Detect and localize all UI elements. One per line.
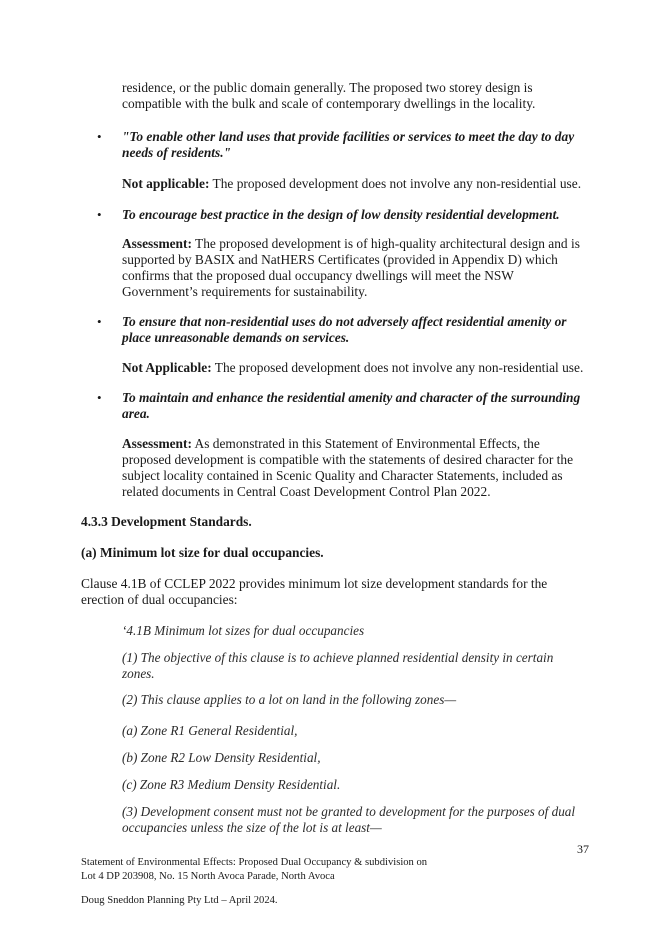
section-heading: 4.3.3 Development Standards. bbox=[81, 514, 252, 529]
response-line: confirms that the proposed dual occupancy dwellings will meet the NSW bbox=[122, 268, 514, 283]
response-lead: Not applicable: bbox=[122, 176, 210, 191]
quote-zone-b: (b) Zone R2 Low Density Residential, bbox=[122, 750, 321, 765]
clause-intro-line: erection of dual occupancies: bbox=[81, 592, 238, 607]
intro-line: residence, or the public domain generally. The proposed two storey design is bbox=[122, 80, 533, 95]
response-lead: Not Applicable: bbox=[122, 360, 212, 375]
response-text: The proposed development is of high-quality architectural design and is bbox=[191, 236, 580, 251]
footer-line: Lot 4 DP 203908, No. 15 North Avoca Parade, North Avoca bbox=[81, 871, 335, 882]
response-line: proposed development is compatible with the statements of desired character for the bbox=[122, 452, 574, 467]
objective-response bbox=[122, 360, 602, 376]
objective-heading bbox=[122, 207, 592, 223]
response-line: subject locality contained in Scenic Quality and Character Statements, included as bbox=[122, 468, 563, 483]
quote-clause-1 bbox=[122, 650, 602, 682]
intro-paragraph bbox=[122, 80, 602, 112]
response-text: The proposed development does not involve any non-residential use. bbox=[211, 360, 584, 375]
footer-author: Doug Sneddon Planning Pty Ltd – April 2024. bbox=[81, 895, 278, 906]
objective-response bbox=[122, 236, 602, 300]
quote-line: (1) The objective of this clause is to achieve planned residential density in certain bbox=[122, 650, 554, 665]
objective-heading bbox=[122, 314, 592, 346]
quote-title: ‘4.1B Minimum lot sizes for dual occupancies bbox=[122, 623, 365, 638]
objective-heading-line: area. bbox=[122, 406, 150, 421]
response-text: As demonstrated in this Statement of Environmental Effects, the bbox=[191, 436, 540, 451]
footer-line: Statement of Environmental Effects: Proposed Dual Occupancy & subdivision on bbox=[81, 857, 428, 868]
quote-zone-c: (c) Zone R3 Medium Density Residential. bbox=[122, 777, 341, 792]
footer bbox=[81, 856, 601, 884]
quote-line: zones. bbox=[122, 666, 155, 681]
response-lead: Assessment: bbox=[122, 436, 192, 451]
objective-heading-line: To maintain and enhance the residential amenity and character of the surrounding bbox=[122, 390, 581, 405]
response-line: supported by BASIX and NatHERS Certificates (provided in Appendix D) which bbox=[122, 252, 558, 267]
response-lead: Assessment: bbox=[122, 236, 192, 251]
response-text: The proposed development does not involve any non-residential use. bbox=[209, 176, 582, 191]
objective-heading bbox=[122, 129, 592, 161]
quote-line: (3) Development consent must not be granted to development for the purposes of dual bbox=[122, 804, 576, 819]
response-line: related documents in Central Coast Development Control Plan 2022. bbox=[122, 484, 491, 499]
objective-heading-line: needs of residents." bbox=[122, 145, 231, 160]
clause-intro-line: Clause 4.1B of CCLEP 2022 provides minimum lot size development standards for the bbox=[81, 576, 548, 591]
quote-line: occupancies unless the size of the lot is at least— bbox=[122, 820, 382, 835]
quote-clause-3 bbox=[122, 804, 602, 836]
objective-heading bbox=[122, 390, 592, 422]
bullet-icon: • bbox=[97, 207, 102, 222]
intro-line: compatible with the bulk and scale of contemporary dwellings in the locality. bbox=[122, 96, 536, 111]
response-line: Government’s requirements for sustainability. bbox=[122, 284, 368, 299]
quote-clause-2: (2) This clause applies to a lot on land in the following zones— bbox=[122, 692, 457, 707]
bullet-icon: • bbox=[97, 390, 102, 405]
clause-intro bbox=[81, 576, 601, 608]
objective-heading-line: "To enable other land uses that provide facilities or services to meet the day to day bbox=[122, 129, 575, 144]
objective-response bbox=[122, 176, 602, 192]
subsection-heading: (a) Minimum lot size for dual occupancies. bbox=[81, 545, 324, 560]
page-number: 37 bbox=[577, 842, 589, 856]
objective-response bbox=[122, 436, 602, 500]
objective-heading-line: To ensure that non-residential uses do not adversely affect residential amenity or bbox=[122, 314, 567, 329]
objective-heading-line: To encourage best practice in the design of low density residential development. bbox=[122, 207, 560, 222]
bullet-icon: • bbox=[97, 314, 102, 329]
quote-zone-a: (a) Zone R1 General Residential, bbox=[122, 723, 298, 738]
bullet-icon: • bbox=[97, 129, 102, 144]
objective-heading-line: place unreasonable demands on services. bbox=[122, 330, 350, 345]
